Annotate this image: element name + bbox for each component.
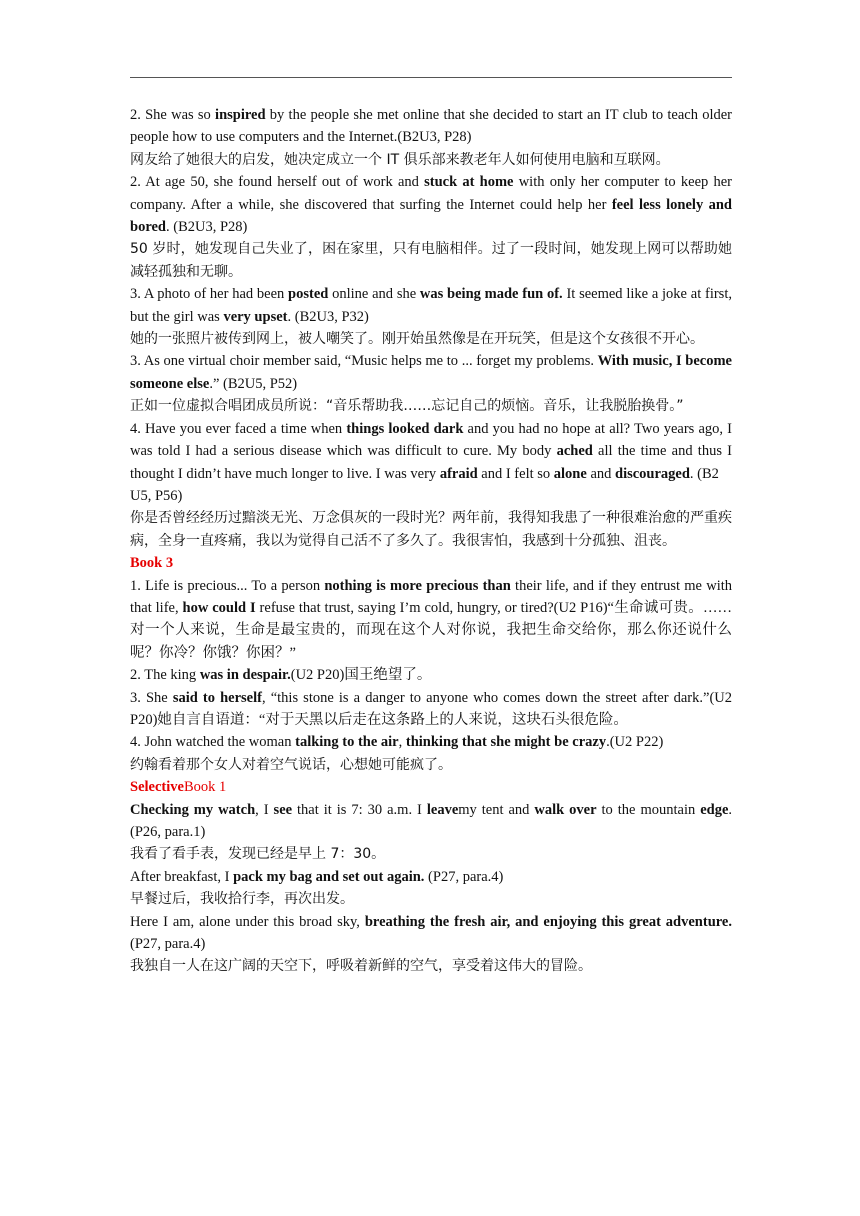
text-segment: (P27, para.4) [130,936,206,953]
text-segment: online and she [328,286,420,303]
english-sentence [130,418,732,485]
english-sentence [130,171,732,238]
english-sentence [130,664,732,686]
english-sentence [130,104,732,149]
text-segment: .(U2 P22) [606,734,664,751]
key-phrase: said to herself [172,689,262,706]
key-phrase: inspired [215,107,266,123]
english-sentence [130,283,732,328]
text-segment: . (P26, para.1) [130,801,732,840]
key-phrase: alone [553,465,587,482]
text-segment: and you had no hope at all? Two years ago, I was told I had a serious disease which was difficult to cure. My body [130,420,732,460]
key-phrase: was being made fun of. [419,286,563,303]
english-sentence [130,485,732,507]
key-phrase: feel less lonely and bored [130,196,732,236]
key-phrase: afraid [439,465,478,482]
chinese-translation: 约翰看着那个女人对着空气说话，心想她可能疯了。 [130,756,452,773]
english-sentence [130,799,732,844]
text-segment: their life, and if they entrust me with that life, [130,577,732,616]
key-phrase: breathing the fresh air, and enjoying this great adventure. [364,913,732,930]
key-phrase: thinking that she might be crazy [405,734,607,751]
chinese-translation: 网友给了她很大的启发，她决定成立一个 IT 俱乐部来教老年人如何使用电脑和互联网。 [130,151,670,168]
text-segment: . (B2 [689,465,719,482]
english-sentence [130,350,732,395]
chinese-translation: 正如一位虚拟合唱团成员所说：“音乐帮助我……忘记自己的烦恼。音乐，让我脱胎换骨。” [130,398,684,415]
text-segment: . (B2U3, P28) [166,219,248,236]
text-segment: After breakfast, I [130,868,234,885]
english-sentence [130,575,732,665]
text-segment: 4. John watched the woman [130,734,296,751]
chinese-translation: 我独自一人在这广阔的天空下，呼吸着新鲜的空气，享受着这伟大的冒险。 [130,958,592,975]
key-phrase: With music, I become someone else [130,353,732,392]
text-segment: , I [255,801,274,818]
header-rule [130,77,732,78]
text-segment: It seemed like a joke at first, but the girl was [130,286,732,325]
text-segment: to the mountain [596,801,701,818]
text-segment: with only her computer to keep her company. After a while, she discovered that surfing the Internet could help her [130,174,732,213]
text-segment: (P27, para.4) [424,868,504,885]
chinese-translation: 你是否曾经经历过黯淡无光、万念俱灰的一段时光？两年前，我得知我患了一种很难治愈的严重疾病，全身一直疼痛，我以为觉得自己活不了多久了。我很害怕，我感到十分孤独、沮丧。 [130,510,732,549]
key-phrase: pack my bag and set out again. [233,868,425,885]
key-phrase: leave [426,801,459,818]
text-segment: and I felt so [477,465,554,482]
text-segment: U5, P56) [130,487,183,504]
english-sentence [130,687,732,732]
key-phrase: posted [288,286,329,303]
english-sentence [130,911,732,956]
text-segment: , [398,734,406,751]
text-segment: 3. A photo of her had been [130,286,289,303]
key-phrase: see [273,801,293,818]
text-segment: by the people she met online that she decided to start an IT club to teach older people how to use computers and the Internet.(B2U3, P28) [130,107,732,146]
text-segment: , “this stone is a danger to anyone who comes down the street after dark.”(U2 P20)她自言自语道：“对于天黑以后走在这条路上的人来说，这块石头很危险。 [130,689,732,728]
key-phrase: was in despair. [199,667,291,684]
key-phrase: nothing is more precious than [324,577,511,594]
text-segment: Here I am, alone under this broad sky, [130,913,365,930]
key-phrase: stuck at home [424,174,514,191]
text-segment: all the time and thus I thought I didn’t have much longer to live. I was very [130,443,733,482]
text-segment: refuse that trust, saying I’m cold, hungry, or tired?(U2 P16)“生命诚可贵。……对一个人来说，生命是最宝贵的，而现在这个人对你说，我把生命交给你，那么你还说什么呢？你冷？你饿？你困？” [130,599,732,661]
key-phrase: discouraged [615,465,690,482]
text-segment: 2. The king [130,667,200,684]
key-phrase: edge [700,801,729,818]
document-body [130,104,732,978]
section-heading [130,552,732,574]
chinese-translation: 她的一张照片被传到网上，被人嘲笑了。刚开始虽然像是在开玩笑，但是这个女孩很不开心。 [130,331,704,348]
section-heading [130,776,732,798]
chinese-translation: 50 岁时，她发现自己失业了，困在家里，只有电脑相伴。过了一段时间，她发现上网可以帮助她减轻孤独和无聊。 [130,241,732,280]
text-segment: (U2 P20)国王绝望了。 [290,667,432,684]
key-phrase: Checking my watch [130,801,256,818]
key-phrase: walk over [534,801,597,818]
key-phrase: Book 3 [130,555,174,572]
text-segment: 2. She was so [130,107,216,123]
text-segment: 2. At age 50, she found herself out of work and [130,174,425,191]
text-segment: 3. As one virtual choir member said, “Music helps me to ... forget my problems. [130,353,598,370]
key-phrase: how could I [182,599,256,616]
text-segment: Book 1 [183,779,227,796]
key-phrase: talking to the air [295,734,399,751]
text-segment: my tent and [458,801,535,818]
key-phrase: very upset [223,308,288,325]
english-sentence [130,866,732,888]
english-sentence [130,731,732,753]
text-segment: 3. She [130,689,173,706]
key-phrase: things looked dark [346,420,464,437]
text-segment: and [586,465,615,482]
text-segment: 4. Have you ever faced a time when [130,420,347,437]
text-segment: .” (B2U5, P52) [209,375,298,392]
text-segment: 1. Life is precious... To a person [130,577,325,594]
key-phrase: ached [556,443,593,460]
chinese-translation: 早餐过后，我收拾行李，再次出发。 [130,891,354,908]
chinese-translation: 我看了看手表，发现已经是早上 7：30。 [130,846,386,863]
text-segment: . (B2U3, P32) [287,308,369,325]
key-phrase: Selective [130,779,184,796]
text-segment: that it is 7: 30 a.m. I [292,801,427,818]
